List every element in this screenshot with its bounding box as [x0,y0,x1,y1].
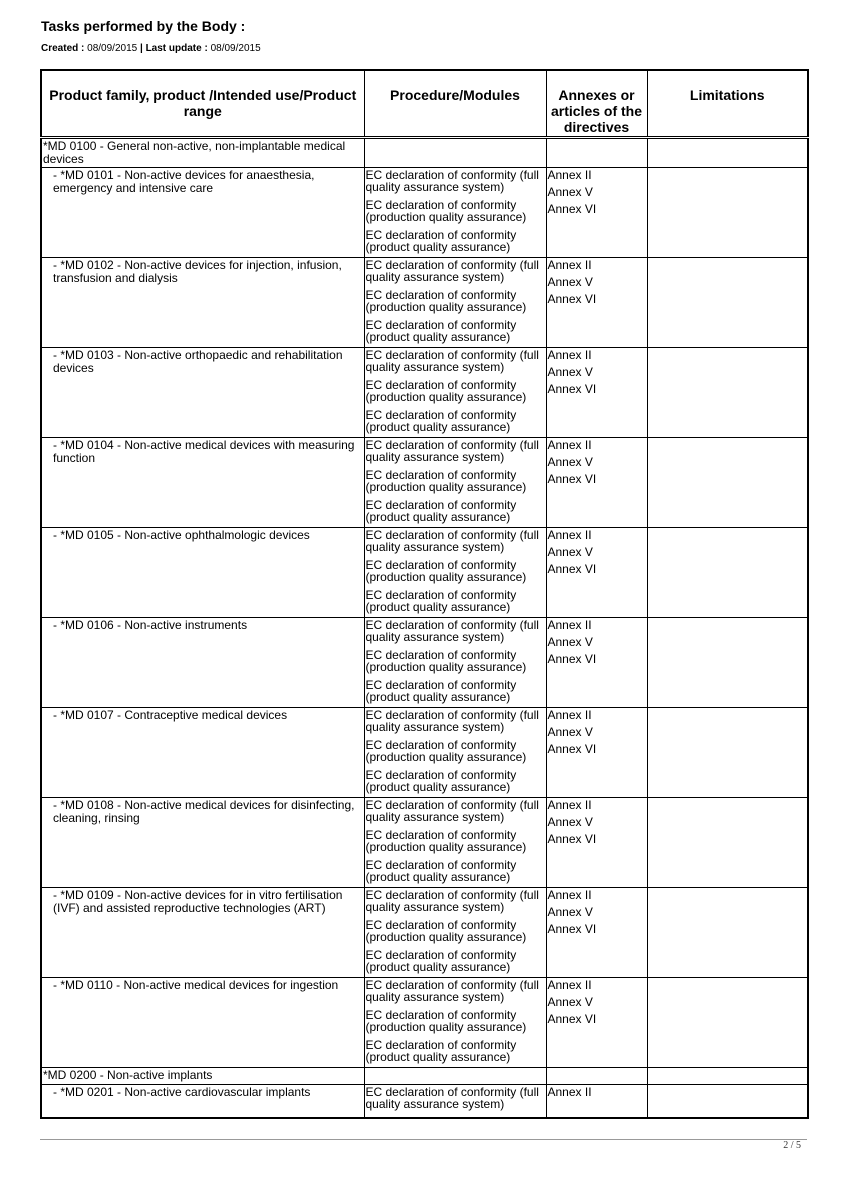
footer-divider [40,1139,807,1140]
annex-item: Annex VI [547,562,597,576]
table-group-row [41,138,808,168]
product-cell: - *MD 0108 - Non-active medical devices for disinfecting, cleaning, rinsing [41,798,364,888]
procedure-cell [364,258,546,348]
annex-item: Annex II [547,888,592,902]
annex-item: Annex V [547,725,593,739]
annex-item: Annex VI [547,292,597,306]
product-cell: - *MD 0106 - Non-active instruments [41,618,364,708]
annex-item: Annex VI [547,202,597,216]
annex-cell [546,888,647,978]
product-cell: - *MD 0104 - Non-active medical devices with measuring function [41,438,364,528]
product-cell: - *MD 0102 - Non-active devices for injection, infusion, transfusion and dialysis [41,258,364,348]
product-cell: - *MD 0103 - Non-active orthopaedic and rehabilitation devices [41,348,364,438]
column-header-annexes: Annexes or articles of the directives [546,70,647,138]
procedure-cell [364,528,546,618]
document-dates [41,43,261,54]
created-label: Created : [41,43,85,54]
procedure-cell [364,1085,546,1118]
procedure-item: EC declaration of conformity (product quality assurance) [365,768,517,794]
table-row [41,438,808,528]
procedure-item: EC declaration of conformity (full quality assurance system) [365,978,539,1004]
limitations-cell [647,798,808,888]
table-row [41,1085,808,1118]
annex-cell [546,708,647,798]
annex-cell [546,1068,647,1085]
limitations-cell [647,168,808,258]
tasks-table [40,69,809,1119]
procedure-item: EC declaration of conformity (full quality assurance system) [365,438,539,464]
annex-item: Annex VI [547,832,597,846]
column-header-procedure: Procedure/Modules [364,70,546,138]
procedure-item: EC declaration of conformity (full quality assurance system) [365,258,539,284]
table-row [41,528,808,618]
annex-cell [546,978,647,1068]
procedure-cell [364,1068,546,1085]
annex-item: Annex II [547,438,592,452]
procedure-item: EC declaration of conformity (product quality assurance) [365,408,517,434]
product-cell: - *MD 0105 - Non-active ophthalmologic devices [41,528,364,618]
procedure-item: EC declaration of conformity (production quality assurance) [365,648,527,674]
procedure-item: EC declaration of conformity (full quality assurance system) [365,168,539,194]
procedure-item: EC declaration of conformity (production quality assurance) [365,828,527,854]
procedure-item: EC declaration of conformity (full quality assurance system) [365,1085,539,1111]
annex-item: Annex II [547,168,592,182]
table-row [41,888,808,978]
procedure-item: EC declaration of conformity (product quality assurance) [365,678,517,704]
table-row [41,618,808,708]
procedure-cell [364,168,546,258]
annex-item: Annex V [547,995,593,1009]
last-update-date: 08/09/2015 [210,43,261,54]
procedure-item: EC declaration of conformity (product quality assurance) [365,858,517,884]
limitations-cell [647,888,808,978]
procedure-item: EC declaration of conformity (product quality assurance) [365,588,517,614]
annex-item: Annex V [547,815,593,829]
product-cell: - *MD 0109 - Non-active devices for in vitro fertilisation (IVF) and assisted reproductive technologies (ART) [41,888,364,978]
product-cell: - *MD 0201 - Non-active cardiovascular implants [41,1085,364,1118]
annex-item: Annex II [547,258,592,272]
procedure-cell [364,618,546,708]
product-cell: - *MD 0107 - Contraceptive medical devices [41,708,364,798]
procedure-cell [364,978,546,1068]
last-update-label: Last update : [145,43,208,54]
annex-item: Annex V [547,455,593,469]
annex-item: Annex V [547,185,593,199]
procedure-item: EC declaration of conformity (full quality assurance system) [365,798,539,824]
procedure-item: EC declaration of conformity (product quality assurance) [365,1038,517,1064]
procedure-item: EC declaration of conformity (product quality assurance) [365,228,517,254]
annex-cell [546,798,647,888]
annex-cell [546,258,647,348]
procedure-item: EC declaration of conformity (product quality assurance) [365,318,517,344]
limitations-cell [647,618,808,708]
annex-item: Annex II [547,798,592,812]
annex-item: Annex VI [547,1012,597,1026]
annex-item: Annex V [547,635,593,649]
procedure-cell [364,138,546,168]
procedure-item: EC declaration of conformity (full quality assurance system) [365,348,539,374]
annex-cell [546,618,647,708]
table-row [41,978,808,1068]
procedure-cell [364,708,546,798]
product-cell: *MD 0100 - General non-active, non-implantable medical devices [41,138,364,168]
table-row [41,258,808,348]
limitations-cell [647,138,808,168]
annex-item: Annex VI [547,742,597,756]
annex-item: Annex V [547,365,593,379]
limitations-cell [647,438,808,528]
limitations-cell [647,978,808,1068]
annex-item: Annex V [547,275,593,289]
table-header-row [41,70,808,138]
annex-item: Annex II [547,1085,592,1099]
procedure-item: EC declaration of conformity (full quality assurance system) [365,708,539,734]
annex-item: Annex II [547,348,592,362]
annex-item: Annex VI [547,382,597,396]
annex-cell [546,168,647,258]
procedure-item: EC declaration of conformity (production quality assurance) [365,558,527,584]
limitations-cell [647,528,808,618]
procedure-cell [364,438,546,528]
annex-item: Annex II [547,528,592,542]
product-cell: - *MD 0101 - Non-active devices for anaesthesia, emergency and intensive care [41,168,364,258]
annex-item: Annex II [547,978,592,992]
column-header-limitations: Limitations [647,70,808,138]
page-number: 2 / 5 [783,1140,801,1151]
page-title: Tasks performed by the Body : [41,18,246,34]
annex-item: Annex II [547,708,592,722]
limitations-cell [647,1068,808,1085]
table-row [41,168,808,258]
annex-item: Annex V [547,545,593,559]
table-row [41,708,808,798]
annex-item: Annex VI [547,472,597,486]
procedure-item: EC declaration of conformity (production quality assurance) [365,198,527,224]
procedure-item: EC declaration of conformity (production quality assurance) [365,738,527,764]
procedure-item: EC declaration of conformity (production quality assurance) [365,918,527,944]
column-header-product: Product family, product /Intended use/Product range [41,70,364,138]
procedure-item: EC declaration of conformity (production quality assurance) [365,468,527,494]
procedure-item: EC declaration of conformity (production quality assurance) [365,378,527,404]
procedure-item: EC declaration of conformity (production quality assurance) [365,1008,527,1034]
procedure-item: EC declaration of conformity (product quality assurance) [365,948,517,974]
limitations-cell [647,258,808,348]
annex-item: Annex II [547,618,592,632]
meta-separator: | [139,43,143,54]
annex-cell [546,138,647,168]
limitations-cell [647,708,808,798]
annex-cell [546,348,647,438]
annex-cell [546,528,647,618]
annex-item: Annex VI [547,652,597,666]
procedure-item: EC declaration of conformity (full quality assurance system) [365,528,539,554]
procedure-cell [364,798,546,888]
limitations-cell [647,1085,808,1118]
table-row [41,798,808,888]
procedure-cell [364,888,546,978]
limitations-cell [647,348,808,438]
annex-cell [546,1085,647,1118]
table-row [41,348,808,438]
procedure-item: EC declaration of conformity (production quality assurance) [365,288,527,314]
procedure-item: EC declaration of conformity (full quality assurance system) [365,888,539,914]
product-cell: *MD 0200 - Non-active implants [41,1068,364,1085]
procedure-item: EC declaration of conformity (full quality assurance system) [365,618,539,644]
annex-cell [546,438,647,528]
procedure-item: EC declaration of conformity (product quality assurance) [365,498,517,524]
table-group-row [41,1068,808,1085]
annex-item: Annex VI [547,922,597,936]
table-body [41,138,808,1118]
product-cell: - *MD 0110 - Non-active medical devices for ingestion [41,978,364,1068]
annex-item: Annex V [547,905,593,919]
created-date: 08/09/2015 [87,43,138,54]
procedure-cell [364,348,546,438]
